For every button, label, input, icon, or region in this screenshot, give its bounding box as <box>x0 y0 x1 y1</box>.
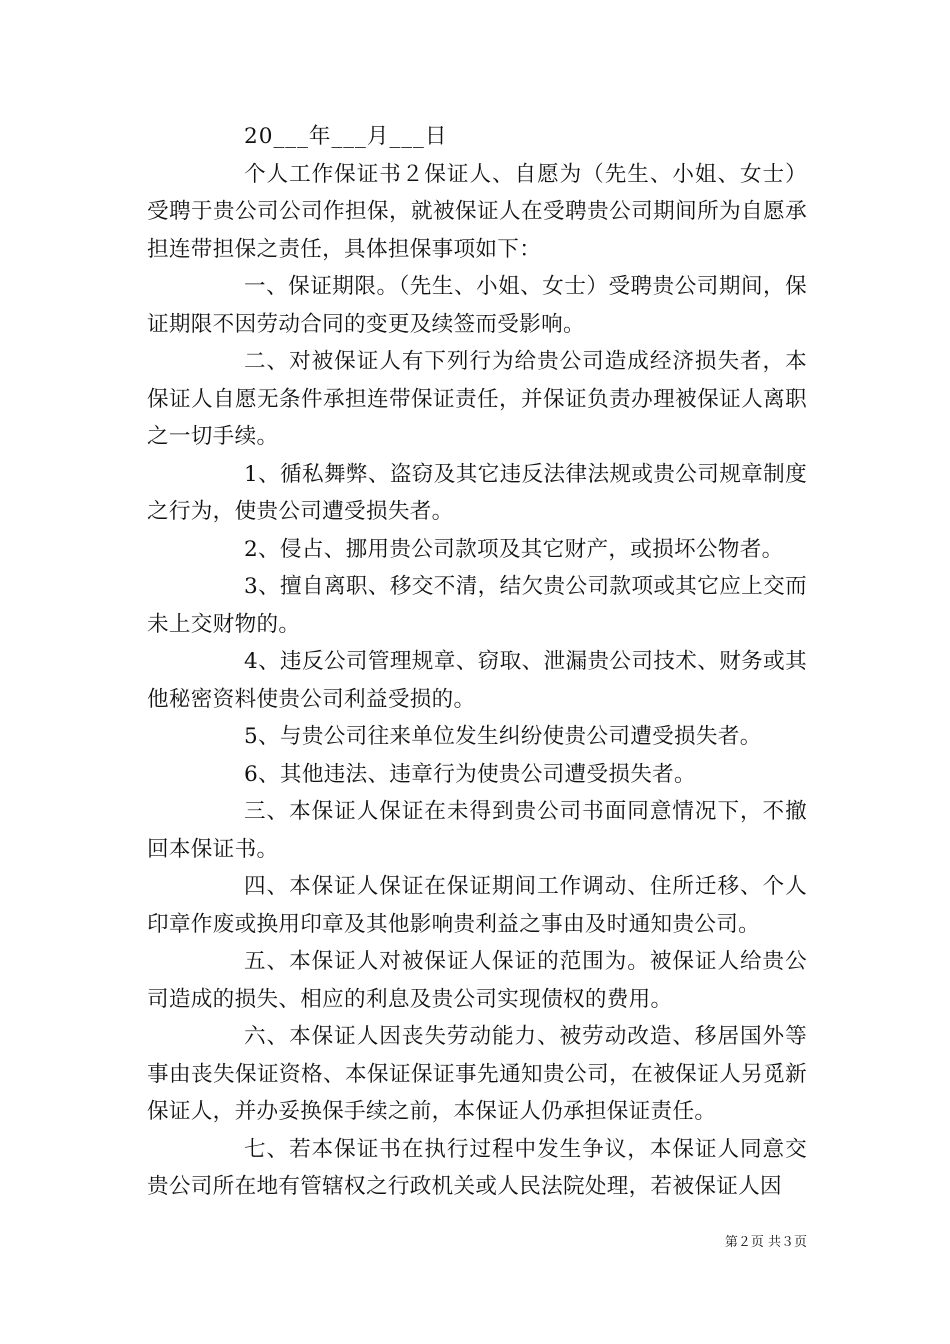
paragraph: 6、其他违法、违章行为使贵公司遭受损失者。 <box>244 761 696 787</box>
page-number: 第２页 共３页 <box>724 1235 807 1250</box>
paragraph: 六、本保证人因丧失劳动能力、被劳动改造、移居国外等事由丧失保证资格、本保证保证事先通知贵公司，在被保证人另觅新保证人，并办妥换保手续之前，本保证人仍承担保证责任。 <box>147 1024 807 1124</box>
paragraph: 3、擅自离职、移交不清，结欠贵公司款项或其它应上交而未上交财物的。 <box>147 574 807 637</box>
document-body <box>147 118 807 1206</box>
paragraph: 2、侵占、挪用贵公司款项及其它财产，或损坏公物者。 <box>244 536 784 562</box>
paragraph: 1、循私舞弊、盗窃及其它违反法律法规或贵公司规章制度之行为，使贵公司遭受损失者。 <box>147 461 807 524</box>
paragraph: 5、与贵公司往来单位发生纠纷使贵公司遭受损失者。 <box>244 724 762 749</box>
paragraph: 4、违反公司管理规章、窃取、泄漏贵公司技术、财务或其他秘密资料使贵公司利益受损的。 <box>147 649 807 712</box>
paragraph: 五、本保证人对被保证人保证的范围为。被保证人给贵公司造成的损失、相应的利息及贵公司实现债权的费用。 <box>147 949 807 1012</box>
paragraph: 二、对被保证人有下列行为给贵公司造成经济损失者，本保证人自愿无条件承担连带保证责任，并保证负责办理被保证人离职之一切手续。 <box>147 349 807 449</box>
paragraph: 四、本保证人保证在保证期间工作调动、住所迁移、个人印章作废或换用印章及其他影响贵利益之事由及时通知贵公司。 <box>147 874 807 937</box>
paragraph: 三、本保证人保证在未得到贵公司书面同意情况下，不撤回本保证书。 <box>147 799 807 862</box>
paragraph: 七、若本保证书在执行过程中发生争议，本保证人同意交贵公司所在地有管辖权之行政机关或人民法院处理，若被保证人因 <box>147 1136 807 1199</box>
paragraph: 个人工作保证书２保证人、自愿为（先生、小姐、女士）受聘于贵公司公司作担保，就被保证人在受聘贵公司期间所为自愿承担连带担保之责任，具体担保事项如下： <box>147 161 807 262</box>
date-line: 20___年___月___日 <box>244 124 448 149</box>
paragraph: 一、保证期限。（先生、小姐、女士）受聘贵公司期间，保证期限不因劳动合同的变更及续签而受影响。 <box>147 274 807 337</box>
